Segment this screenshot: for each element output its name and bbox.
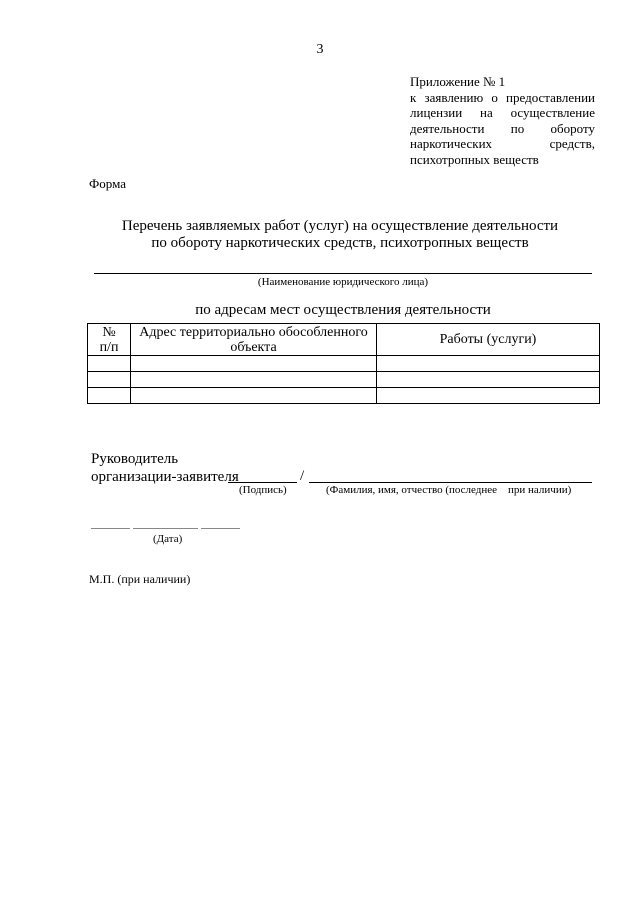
header-address: Адрес территориально обособленного объекта [131, 324, 377, 356]
table-cell[interactable] [131, 372, 377, 388]
table-cell[interactable] [377, 372, 600, 388]
table-cell[interactable] [131, 356, 377, 372]
subheading: по адресам мест осуществления деятельности [195, 302, 491, 318]
table-row [88, 372, 600, 388]
table-cell[interactable] [377, 356, 600, 372]
appendix-line: Приложение № 1 [410, 74, 506, 89]
full-name-caption: (Фамилия, имя, отчество (последнее при наличии) [326, 484, 572, 496]
appendix-line: психотропных веществ [410, 151, 539, 167]
appendix-line: к заявлению о предоставлении [410, 89, 595, 105]
date-month-line[interactable] [133, 528, 198, 529]
document-title [0, 218, 640, 252]
date-caption: (Дата) [153, 533, 183, 545]
slash-separator: / [300, 468, 305, 484]
stamp-place: М.П. (при наличии) [89, 572, 191, 586]
date-day-line[interactable] [91, 528, 130, 529]
full-name-line[interactable] [309, 482, 592, 483]
table-cell[interactable] [131, 388, 377, 404]
table-cell[interactable] [88, 356, 131, 372]
table-cell[interactable] [377, 388, 600, 404]
org-name-line[interactable] [94, 273, 592, 274]
signatory-title: Руководитель [91, 451, 179, 467]
appendix-line: наркотических средств, [410, 136, 595, 151]
table-header-row [88, 324, 600, 356]
table-row [88, 356, 600, 372]
table-cell[interactable] [88, 372, 131, 388]
appendix-note [410, 74, 595, 167]
title-line: Перечень заявляемых работ (услуг) на осуществление деятельности [121, 218, 559, 234]
date-year-line[interactable] [201, 528, 240, 529]
table-row [88, 388, 600, 404]
header-number: № п/п [88, 324, 131, 356]
signature-caption: (Подпись) [239, 484, 287, 496]
header-works: Работы (услуги) [377, 324, 600, 356]
works-table [87, 323, 600, 404]
signatory-block [91, 450, 239, 486]
table-cell[interactable] [88, 388, 131, 404]
appendix-line: лицензии на осуществление [410, 105, 595, 120]
org-name-caption: (Наименование юридического лица) [257, 276, 429, 288]
signature-line[interactable] [228, 482, 297, 483]
page-number: 3 [316, 42, 324, 57]
appendix-line: деятельности по обороту [410, 120, 595, 136]
form-label: Форма [89, 176, 126, 191]
title-line: по обороту наркотических средств, психотропных веществ [151, 235, 529, 251]
signatory-org: организации-заявителя [91, 469, 239, 485]
